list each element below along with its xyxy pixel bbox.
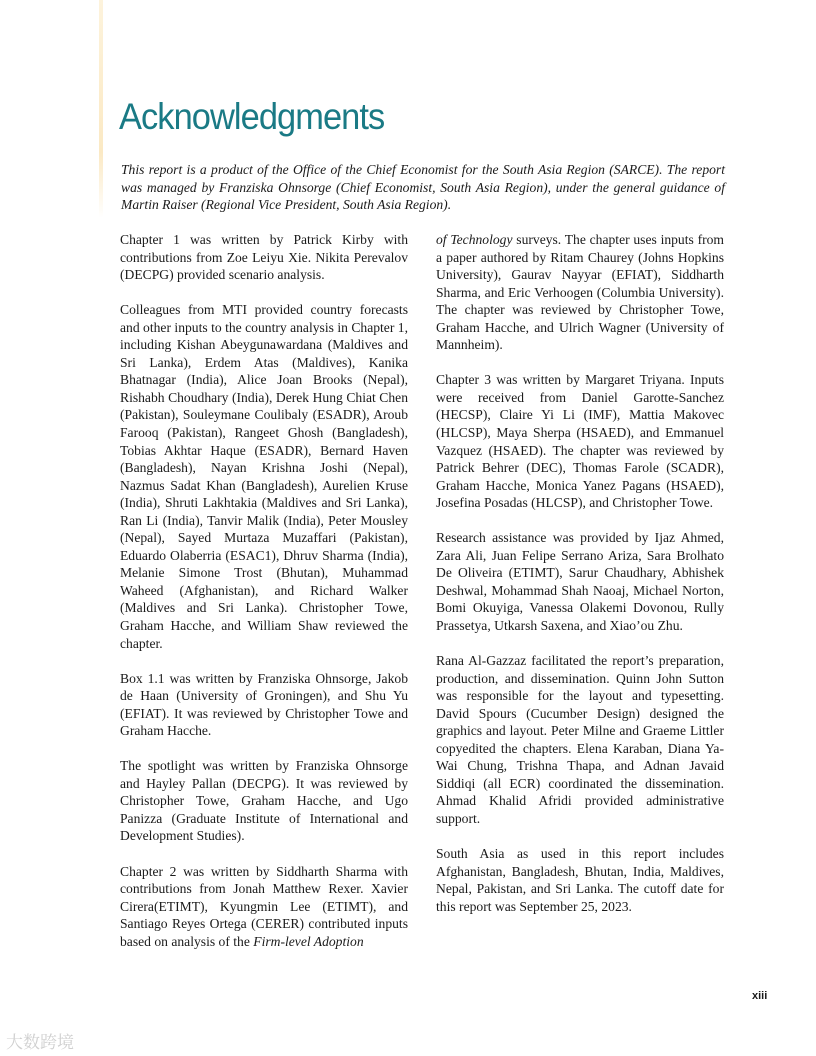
paragraph: Box 1.1 was written by Franziska Ohnsorge, Jakob de Haan (University of Groningen), and Shu Yu (EFIAT). It was reviewed by Christopher Towe and Graham Hacche. xyxy=(120,670,408,739)
paragraph: Chapter 3 was written by Margaret Triyana. Inputs were received from Daniel Garotte-Sanchez (HECSP), Claire Yi Li (IMF), Mattia Makovec (HLCSP), Maya Sherpa (HSAED), and Emmanuel Vazquez (HSAED). The chapter was reviewed by Patrick Behrer (DEC), Thomas Farole (SCADR), Graham Hacche, Monica Yanez Pagans (HSAED), Josefina Posadas (HLCSP), and Christopher Towe. xyxy=(436,372,724,511)
page-number: xiii xyxy=(752,990,768,1002)
paragraph: South Asia as used in this report includes Afghanistan, Bangladesh, Bhutan, India, Maldives, Nepal, Pakistan, and Sri Lanka. The cutoff date for this report was September 25, 2023. xyxy=(436,845,724,914)
intro-paragraph: This report is a product of the Office of the Chief Economist for the South Asia Region (SARCE). The report was managed by Franziska Ohnsorge (Chief Economist, South Asia Region), under the general guidance of Martin Raiser (Regional Vice President, South Asia Region). xyxy=(121,162,725,212)
paragraph: Chapter 1 was written by Patrick Kirby with contributions from Zoe Leiyu Xie. Nikita Perevalov (DECPG) provided scenario analysis. xyxy=(120,232,408,283)
column-left xyxy=(120,231,408,968)
paragraph: Colleagues from MTI provided country forecasts and other inputs to the country analysis in Chapter 1, including Kishan Abeygunawardana (Maldives and Sri Lanka), Erdem Atas (Maldives), Kanika Bhatnagar (India), Alice Joan Brooks (Nepal), Rishabh Choudhary (India), Derek Hung Chiat Chen (Pakistan), Souleymane Coulibaly (ESADR), Aroub Farooq (Pakistan), Rangeet Ghosh (Bangladesh), Tobias Akhtar Haque (ESADR), Bernard Haven (Bangladesh), Nayan Krishna Joshi (Nepal), Nazmus Sadat Khan (Bangladesh), Aurelien Kruse (India), Shruti Lakhtakia (Maldives and Sri Lanka), Ran Li (India), Tanvir Malik (India), Peter Mousley (Nepal), Sayed Murtaza Muzaffari (Pakistan), Eduardo Olaberria (ESAC1), Dhruv Sharma (India), Melanie Simone Trost (Bhutan), Muhammad Waheed (Afghanistan), and Richard Walker (Maldives and Sri Lanka). Christopher Towe, Graham Hacche, and William Shaw reviewed the chapter. xyxy=(120,302,408,651)
paragraph-chapter2-cont xyxy=(436,231,724,354)
paragraph: The spotlight was written by Franziska Ohnsorge and Hayley Pallan (DECPG). It was reviewed by Christopher Towe, Graham Hacche, and Ugo Panizza (Graduate Institute of International and Development Studies). xyxy=(120,758,408,844)
text: Chapter 2 was written by Siddharth Sharma with contributions from Jonah Matthew Rexer. Xavier Cirera(ETIMT), Kyungmin Lee (ETIMT), and Santiago Reyes Ortega (CERER) contributed inputs based on analysis of the xyxy=(120,863,408,949)
survey-name: of Technology xyxy=(436,232,513,247)
paragraph: Research assistance was provided by Ijaz Ahmed, Zara Ali, Juan Felipe Serrano Ariza, Sara Brolhato De Oliveira (ETIMT), Sarur Chaudhary, Abhishek Deshwal, Mohammad Shah Naoaj, Michael Norton, Bomi Okuyiga, Vanessa Olakemi Dovonou, Rully Prassetya, Utkarsh Saxena, and Xiao’ou Zhu. xyxy=(436,530,724,633)
survey-name: Firm-level Adoption xyxy=(253,933,364,949)
paragraph: Rana Al-Gazzaz facilitated the report’s preparation, production, and dissemination. Quinn John Sutton was responsible for the layout and typesetting. David Spours (Cucumber Design) designed the graphics and layout. Peter Milne and Graeme Littler copyedited the chapters. Elena Karaban, Diana Ya-Wai Chung, Trishna Thapa, and Adnan Javaid Siddiqi (all ECR) coordinated the dissemination. Ahmad Khalid Afridi provided administrative support. xyxy=(436,652,724,826)
watermark-logo: 大数跨境 xyxy=(6,1033,74,1053)
decorative-stripe xyxy=(99,0,103,218)
text: surveys. The chapter uses inputs from a paper authored by Ritam Chaurey (Johns Hopkins University), Gaurav Nayyar (EFIAT), Siddharth Sharma, and Eric Verhoogen (Columbia University). The chapter was reviewed by Christopher Towe, Graham Hacche, and Ulrich Wagner (University of Mannheim). xyxy=(436,232,724,353)
paragraph-chapter2 xyxy=(120,863,408,951)
page-title: Acknowledgments xyxy=(119,96,385,137)
column-right xyxy=(436,231,724,933)
